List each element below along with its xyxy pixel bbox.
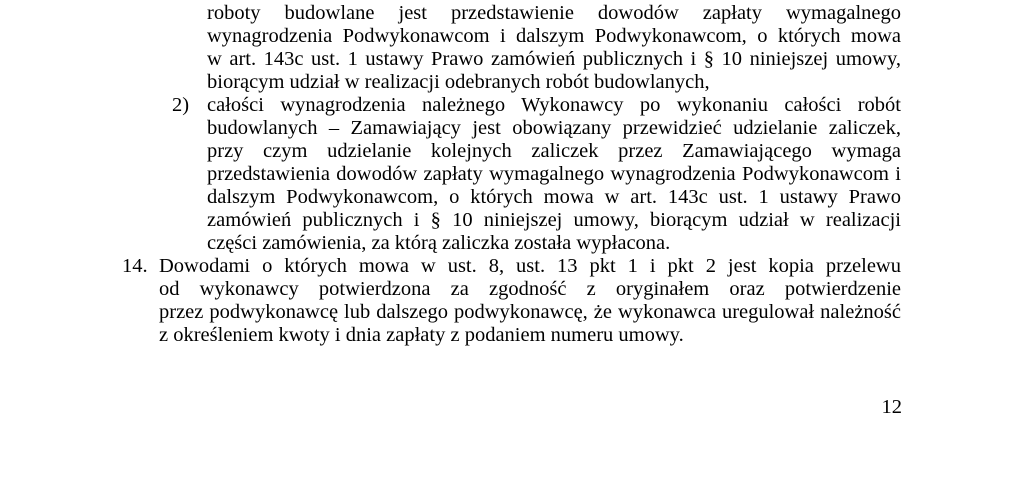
paragraph-line: od wykonawcy potwierdzona za zgodność z oryginałem oraz potwierdzenie (159, 278, 901, 300)
paragraph-line: przy czym udzielanie kolejnych zaliczek przez Zamawiającego wymaga (207, 140, 901, 162)
paragraph-line: zamówień publicznych i § 10 niniejszej umowy, biorącym udział w realizacji (207, 209, 901, 231)
page-number: 12 (881, 396, 902, 418)
paragraph-line: przez podwykonawcę lub dalszego podwykonawcę, że wykonawca uregulował należność (159, 301, 901, 323)
paragraph-line: wynagrodzenia Podwykonawcom i dalszym Podwykonawcom, o których mowa (207, 25, 901, 47)
paragraph-line: części zamówienia, za którą zaliczka została wypłacona. (207, 232, 671, 254)
paragraph-line: dalszym Podwykonawcom, o których mowa w art. 143c ust. 1 ustawy Prawo (207, 186, 901, 208)
list-marker-14: 14. (122, 255, 148, 277)
paragraph-line: budowlanych – Zamawiający jest obowiązany przewidzieć udzielanie zaliczek, (207, 117, 901, 139)
paragraph-line: roboty budowlane jest przedstawienie dowodów zapłaty wymagalnego (207, 2, 901, 24)
list-marker-2: 2) (172, 94, 190, 116)
paragraph-line: w art. 143c ust. 1 ustawy Prawo zamówień publicznych i § 10 niniejszej umowy, (207, 48, 901, 70)
paragraph-line: Dowodami o których mowa w ust. 8, ust. 13 pkt 1 i pkt 2 jest kopia przelewu (159, 255, 901, 277)
paragraph-line: biorącym udział w realizacji odebranych robót budowlanych, (207, 71, 710, 93)
paragraph-line: całości wynagrodzenia należnego Wykonawcy po wykonaniu całości robót (207, 94, 901, 116)
paragraph-line: przedstawienia dowodów zapłaty wymagalnego wynagrodzenia Podwykonawcom i (207, 163, 901, 185)
paragraph-line: z określeniem kwoty i dnia zapłaty z podaniem numeru umowy. (159, 324, 684, 346)
